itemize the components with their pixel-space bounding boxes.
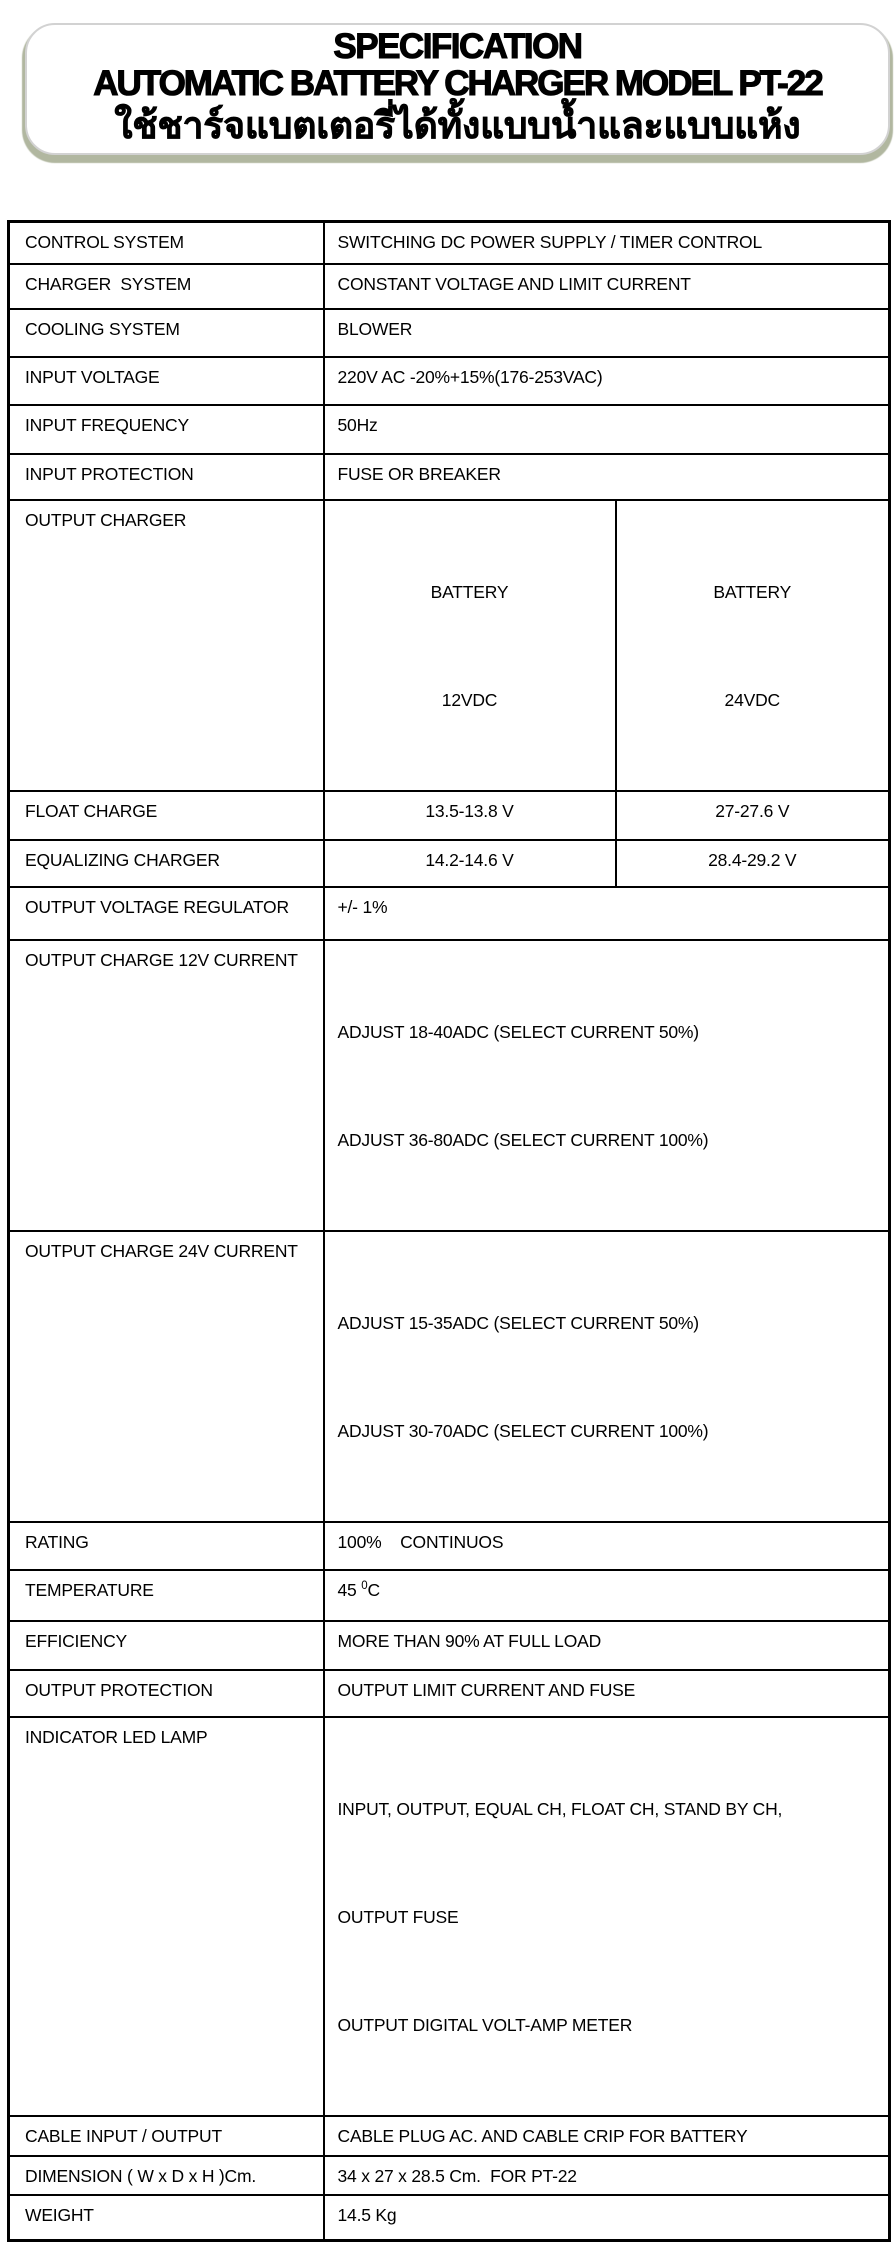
- spec-value: 34 x 27 x 28.5 Cm. FOR PT-22: [324, 2156, 890, 2195]
- spec-label: EFFICIENCY: [9, 1621, 324, 1670]
- spec-label: CABLE INPUT / OUTPUT: [9, 2116, 324, 2156]
- table-row-float-charge: [9, 791, 890, 840]
- spec-value-24v: 28.4-29.2 V: [616, 840, 890, 887]
- spec-label: CHARGER SYSTEM: [9, 264, 324, 309]
- spec-value: OUTPUT LIMIT CURRENT AND FUSE: [324, 1670, 890, 1717]
- spec-label: FLOAT CHARGE: [9, 791, 324, 840]
- table-row-dimension: [9, 2156, 890, 2195]
- spec-value: [324, 1570, 890, 1621]
- table-row-weight: [9, 2195, 890, 2241]
- spec-value-line: ADJUST 18-40ADC (SELECT CURRENT 50%): [337, 1021, 699, 1042]
- spec-label: OUTPUT CHARGER: [9, 500, 324, 791]
- spec-value: SWITCHING DC POWER SUPPLY / TIMER CONTROL: [324, 222, 890, 264]
- spec-label: INPUT FREQUENCY: [9, 405, 324, 454]
- model-subtitle: AUTOMATIC BATTERY CHARGER MODEL PT-22: [93, 64, 822, 103]
- spec-label: CONTROL SYSTEM: [9, 222, 324, 264]
- battery-12v-line: 12VDC: [441, 689, 498, 710]
- battery-12v-header-cell: [324, 500, 616, 791]
- table-row-equalizing-charger: [9, 840, 890, 887]
- spec-value-12v: 13.5-13.8 V: [324, 791, 616, 840]
- spec-value-line: INPUT, OUTPUT, EQUAL CH, FLOAT CH, STAND BY CH,: [337, 1798, 783, 1819]
- spec-value: MORE THAN 90% AT FULL LOAD: [324, 1621, 890, 1670]
- spec-value: 14.5 Kg: [324, 2195, 890, 2241]
- spec-label: OUTPUT CHARGE 24V CURRENT: [9, 1231, 324, 1522]
- table-row-output-voltage-regulator: [9, 887, 890, 940]
- table-row-control-system: [9, 222, 890, 264]
- spec-value: 100% CONTINUOS: [324, 1522, 890, 1570]
- temperature-value: 45: [337, 1579, 362, 1600]
- spec-value: [324, 1717, 890, 2116]
- spec-value: BLOWER: [324, 309, 890, 357]
- spec-label: COOLING SYSTEM: [9, 309, 324, 357]
- spec-value-line: ADJUST 36-80ADC (SELECT CURRENT 100%): [337, 1129, 709, 1150]
- spec-label: EQUALIZING CHARGER: [9, 840, 324, 887]
- table-row-output-protection: [9, 1670, 890, 1717]
- spec-value: [324, 940, 890, 1231]
- spec-value: +/- 1%: [324, 887, 890, 940]
- spec-label: RATING: [9, 1522, 324, 1570]
- spec-value-line: OUTPUT DIGITAL VOLT-AMP METER: [337, 2014, 633, 2035]
- spec-label: WEIGHT: [9, 2195, 324, 2241]
- spec-value: FUSE OR BREAKER: [324, 454, 890, 500]
- table-row-temperature: [9, 1570, 890, 1621]
- table-row-output-charger: [9, 500, 890, 791]
- table-row-output-charge-12v-current: [9, 940, 890, 1231]
- spec-value: CONSTANT VOLTAGE AND LIMIT CURRENT: [324, 264, 890, 309]
- table-row-cooling-system: [9, 309, 890, 357]
- table-row-rating: [9, 1522, 890, 1570]
- temperature-unit: C: [367, 1579, 380, 1600]
- spec-label: TEMPERATURE: [9, 1570, 324, 1621]
- spec-value: [324, 1231, 890, 1522]
- spec-label: OUTPUT PROTECTION: [9, 1670, 324, 1717]
- table-row-output-charge-24v-current: [9, 1231, 890, 1522]
- battery-12v-line: BATTERY: [430, 581, 509, 602]
- battery-24v-line: BATTERY: [713, 581, 792, 602]
- table-row-charger-system: [9, 264, 890, 309]
- spec-label: OUTPUT VOLTAGE REGULATOR: [9, 887, 324, 940]
- battery-24v-line: 24VDC: [724, 689, 780, 710]
- page-title: SPECIFICATION: [333, 27, 582, 66]
- spec-value: 50Hz: [324, 405, 890, 454]
- spec-value-line: OUTPUT FUSE: [337, 1906, 459, 1927]
- spec-label: INPUT PROTECTION: [9, 454, 324, 500]
- spec-label: INPUT VOLTAGE: [9, 357, 324, 405]
- spec-value-line: ADJUST 30-70ADC (SELECT CURRENT 100%): [337, 1420, 709, 1441]
- temperature-degree-sup: 0: [361, 1579, 368, 1592]
- spec-label: OUTPUT CHARGE 12V CURRENT: [9, 940, 324, 1231]
- spec-value-line: ADJUST 15-35ADC (SELECT CURRENT 50%): [337, 1312, 699, 1333]
- thai-subtitle: ใช้ชาร์จแบตเตอรี่ได้ทั้งแบบน้ำและแบบแห้ง: [114, 105, 801, 146]
- spec-label: INDICATOR LED LAMP: [9, 1717, 324, 2116]
- header-box: [25, 23, 890, 155]
- table-row-input-voltage: [9, 357, 890, 405]
- spec-label: DIMENSION ( W x D x H )Cm.: [9, 2156, 324, 2195]
- spec-value-24v: 27-27.6 V: [616, 791, 890, 840]
- specification-table: [7, 220, 891, 2242]
- table-row-indicator-led-lamp: [9, 1717, 890, 2116]
- spec-value-12v: 14.2-14.6 V: [324, 840, 616, 887]
- spec-value: CABLE PLUG AC. AND CABLE CRIP FOR BATTERY: [324, 2116, 890, 2156]
- table-row-efficiency: [9, 1621, 890, 1670]
- table-row-input-frequency: [9, 405, 890, 454]
- spec-value: 220V AC -20%+15%(176-253VAC): [324, 357, 890, 405]
- table-row-input-protection: [9, 454, 890, 500]
- battery-24v-header-cell: [616, 500, 890, 791]
- table-row-cable-input-output: [9, 2116, 890, 2156]
